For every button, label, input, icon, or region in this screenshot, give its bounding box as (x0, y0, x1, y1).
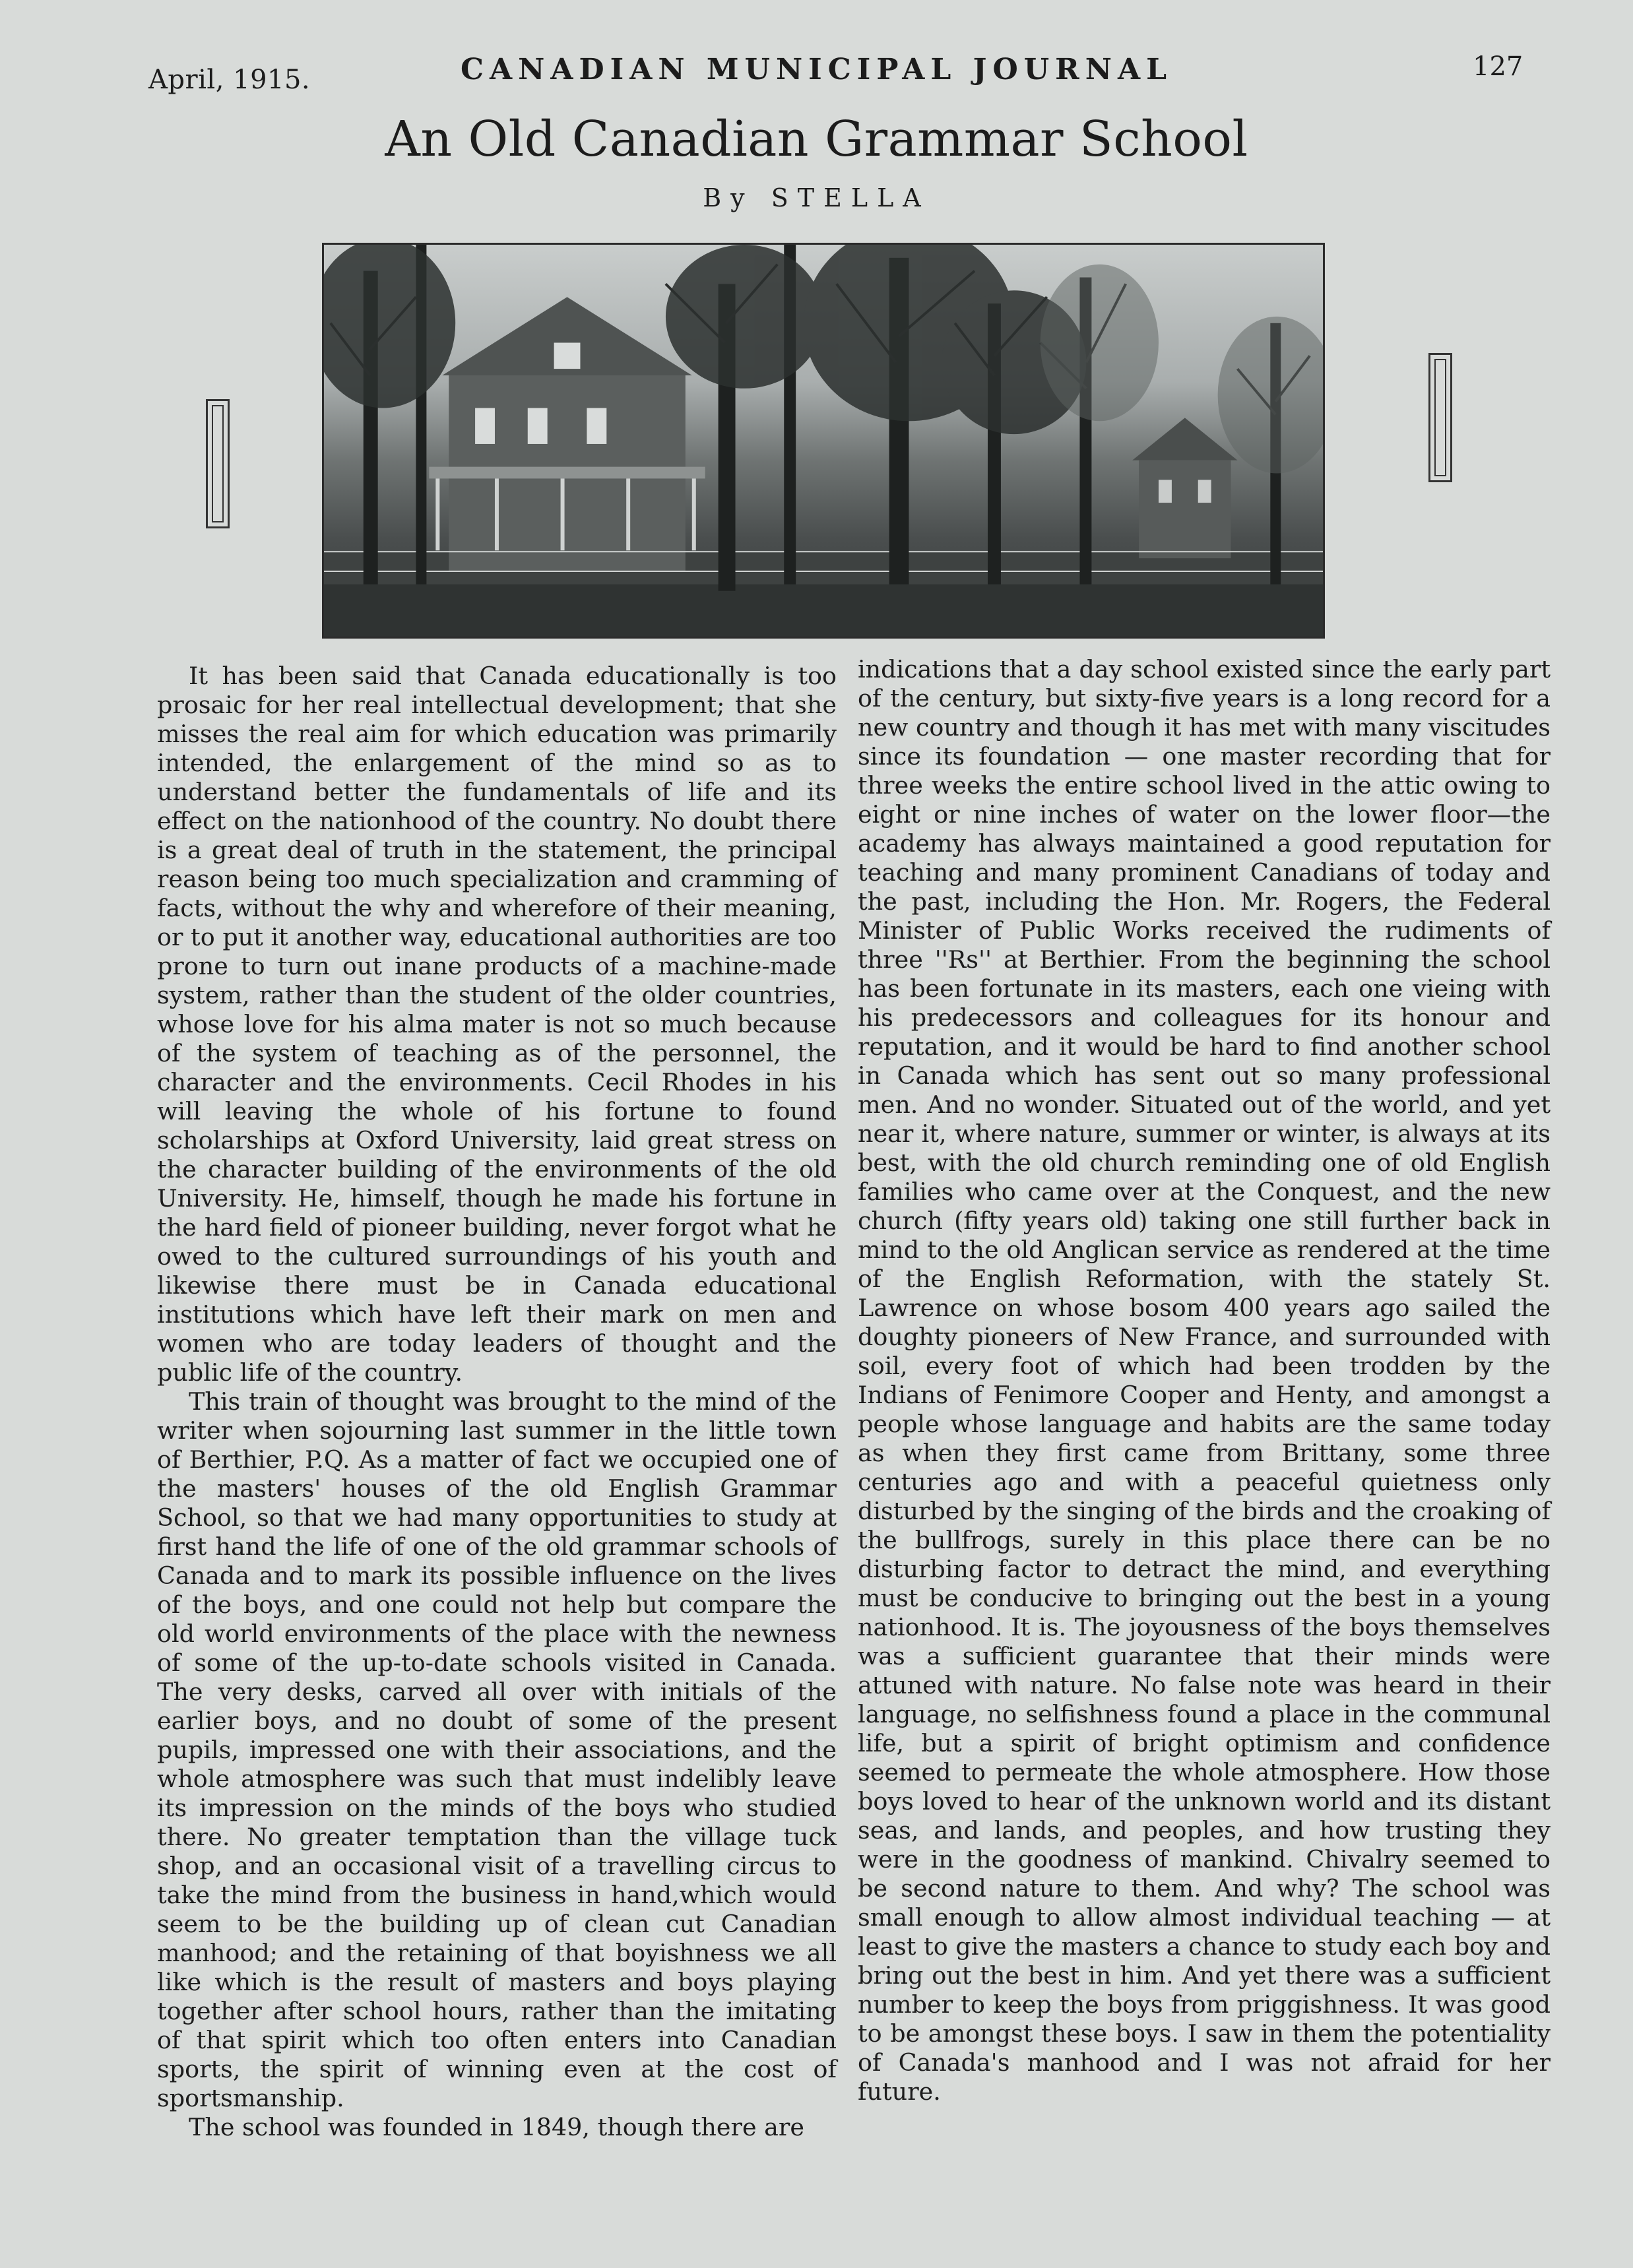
school-building-photo (322, 243, 1325, 639)
article-title: An Old Canadian Grammar School (385, 111, 1248, 168)
paragraph: This train of thought was brought to the mind of the writer when sojourning last summer in the little town of Berthier, P.Q. As a matter of fact we occupied one of the masters' houses of the old English Grammar School, so that we had many opportunities to study at first hand the life of one of the old grammar schools of Canada and to mark its possible influence on the lives of the boys, and one could not help but compare the old world environments of the place with the newness of some of the up-to-date schools visited in Canada. The very desks, carved all over with initials of the earlier boys, and no doubt of some of the present pupils, impressed one with their associations, and the whole atmosphere was such that must indelibly leave its impression on the minds of the boys who studied there. No greater temptation than the village tuck shop, and an occasional visit of a travelling circus to take the mind from the business in hand,which would seem to be the building up of clean cut Canadian manhood; and the retaining of that boyishness we all like which is the result of masters and boys playing together after school hours, rather than the imitating of that spirit which too often enters into Canadian sports, the spirit of winning even at the cost of sportsmanship. (157, 1387, 837, 2112)
paragraph: The school was founded in 1849, though there are (189, 2113, 804, 2141)
school-building-photo-icon (324, 245, 1323, 637)
page-number: 127 (1473, 51, 1523, 82)
article-column-left (157, 662, 837, 2142)
paragraph: It has been said that Canada educationally is too prosaic for her real intellectual development; that she misses the real aim for which education was primarily intended, the enlargement of the mind so as to understand better the fundamentals of life and its effect on the nationhood of the country. No doubt there is a great deal of truth in the statement, the principal reason being too much specialization and cramming of facts, without the why and wherefore of their meaning, or to put it another way, educational authorities are too prone to turn out inane products of a machine-made system, rather than the student of the older countries, whose love for his alma mater is not so much because of the system of teaching as of the personnel, the character and the environments. Cecil Rhodes in his will leaving the whole of his fortune to found scholarships at Oxford University, laid great stress on the character building of the environments of the old University. He, himself, though he made his fortune in the hard field of pioneer building, never forgot what he owed to the cultured surroundings of his youth and likewise there must be in Canada educational institutions which have left their mark on men and women who are today leaders of thought and the public life of the country. (157, 662, 837, 1387)
issue-date: April, 1915. (148, 65, 311, 95)
left-ornament-icon (206, 399, 230, 528)
journal-name: CANADIAN MUNICIPAL JOURNAL (460, 53, 1173, 86)
paragraph: indications that a day school existed since the early part of the century, but sixty-five years is a long record for a new country and though it has met with many viscitudes since its foundation — one master recording that for three weeks the entire school lived in the attic owing to eight or nine inches of water on the lower floor—the academy has always maintained a good reputation for teaching and many prominent Canadians of today and the past, including the Hon. Mr. Rogers, the Federal Minister of Public Works received the rudiments of three ''Rs'' at Berthier. From the beginning the school has been fortunate in its masters, each one vieing with his predecessors and colleagues for its honour and reputation, and it would be hard to find another school in Canada which has sent out so many professional men. And no wonder. Situated out of the world, and yet near it, where nature, summer or winter, is always at its best, with the old church reminding one of old English families who came over at the Conquest, and the new church (fifty years old) taking one still further back in mind to the old Anglican service as rendered at the time of the English Reformation, with the stately St. Lawrence on whose bosom 400 years ago sailed the doughty pioneers of New France, and surrounded with soil, every foot of which had been trodden by the Indians of Fenimore Cooper and Henty, and amongst a people whose language and habits are the same today as when they first came from Brittany, some three centuries ago and with a peaceful quietness only disturbed by the singing of the birds and the croaking of the bullfrogs, surely in this place there can be no disturbing factor to detract the mind, and everything must be conducive to bringing out the best in a young nationhood. It is. The joyousness of the boys themselves was a sufficient guarantee that their minds were attuned with nature. No false note was heard in their language, no selfishness found a place in the communal life, but a spirit of bright optimism and confidence seemed to permeate the whole atmosphere. How those boys loved to hear of the unknown world and its distant seas, and lands, and peoples, and how trusting they were in the goodness of mankind. Chivalry seemed to be second nature to them. And why? The school was small enough to allow almost individual teaching — at least to give the masters a chance to study each boy and bring out the best in him. And yet there was a sufficient number to keep the boys from priggishness. It was good to be amongst these boys. I saw in them the potentiality of Canada's manhood and I was not afraid for her future. (858, 655, 1551, 2106)
article-byline: By STELLA (703, 183, 930, 212)
right-ornament-icon (1428, 353, 1452, 482)
article-column-right (858, 655, 1551, 2106)
